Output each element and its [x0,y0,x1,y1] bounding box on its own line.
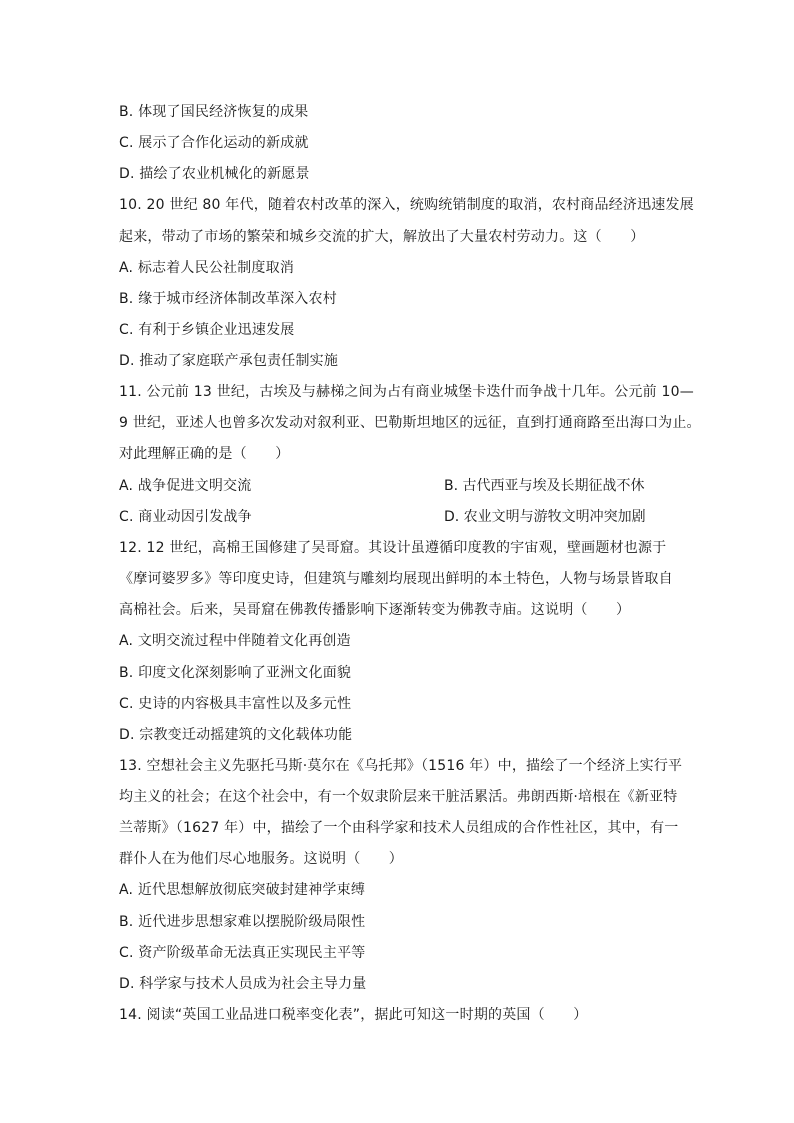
q13-stem-line-1: 13. 空想社会主义先驱托马斯·莫尔在《乌托邦》（1516 年）中，描绘了一个经济上实行平 [119,758,683,774]
q12-stem-line-1: 12. 12 世纪，高棉王国修建了吴哥窟。其设计虽遵循印度教的宇宙观，壁画题材也源于 [119,540,667,556]
q10-option-b: B. 缘于城市经济体制改革深入农村 [119,291,337,307]
q11-option-c: C. 商业动因引发战争 [119,509,252,525]
q10-option-d: D. 推动了家庭联产承包责任制实施 [119,353,339,369]
q13-option-a: A. 近代思想解放彻底突破封建神学束缚 [119,882,366,898]
q12-stem-line-3: 高棉社会。后来，吴哥窟在佛教传播影响下逐渐转变为佛教寺庙。这说明（ ） [119,602,631,618]
q13-option-d: D. 科学家与技术人员成为社会主导力量 [119,976,367,992]
q10-stem-line-1: 10. 20 世纪 80 年代，随着农村改革的深入，统购统销制度的取消，农村商品经济迅速发展 [119,197,694,213]
q11-stem-line-1: 11. 公元前 13 世纪，古埃及与赫梯之间为占有商业城堡卡迭什而争战十几年。公元前 10— [119,384,694,400]
q10-option-a: A. 标志着人民公社制度取消 [119,260,295,276]
q11-option-d: D. 农业文明与游牧文明冲突加剧 [444,509,646,525]
q12-option-b: B. 印度文化深刻影响了亚洲文化面貌 [119,665,352,681]
q12-option-a: A. 文明交流过程中伴随着文化再创造 [119,633,351,649]
q10-option-c: C. 有利于乡镇企业迅速发展 [119,322,295,338]
q12-option-d: D. 宗教变迁动摇建筑的文化载体功能 [119,727,353,743]
q13-stem-line-3: 兰蒂斯》（1627 年）中，描绘了一个由科学家和技术人员组成的合作性社区，其中，有一 [119,820,679,836]
q9-option-b: B. 体现了国民经济恢复的成果 [119,104,309,120]
q11-stem-line-3: 对此理解正确的是（ ） [119,446,290,462]
q9-option-c: C. 展示了合作化运动的新成就 [119,135,309,151]
q11-option-b: B. 古代西亚与埃及长期征战不休 [444,478,645,494]
q12-stem-line-2: 《摩诃婆罗多》等印度史诗，但建筑与雕刻均展现出鲜明的本土特色，人物与场景皆取自 [119,571,673,587]
q13-stem-line-2: 均主义的社会；在这个社会中，有一个奴隶阶层来干脏活累活。弗朗西斯·培根在《新亚特 [119,789,678,805]
q13-stem-line-4: 群仆人在为他们尽心地服务。这说明（ ） [119,851,403,867]
q9-option-d: D. 描绘了农业机械化的新愿景 [119,166,310,182]
q10-stem-line-2: 起来，带动了市场的繁荣和城乡交流的扩大，解放出了大量农村劳动力。这（ ） [119,229,645,245]
q12-option-c: C. 史诗的内容极具丰富性以及多元性 [119,696,352,712]
q11-stem-line-2: 9 世纪，亚述人也曾多次发动对叙利亚、巴勒斯坦地区的远征，直到打通商路至出海口为止。 [119,415,701,431]
q11-option-a: A. 战争促进文明交流 [119,478,252,494]
q14-stem-line-1: 14. 阅读“英国工业品进口税率变化表”，据此可知这一时期的英国（ ） [119,1007,588,1023]
q13-option-b: B. 近代进步思想家难以摆脱阶级局限性 [119,914,366,930]
q13-option-c: C. 资产阶级革命无法真正实现民主平等 [119,945,366,961]
